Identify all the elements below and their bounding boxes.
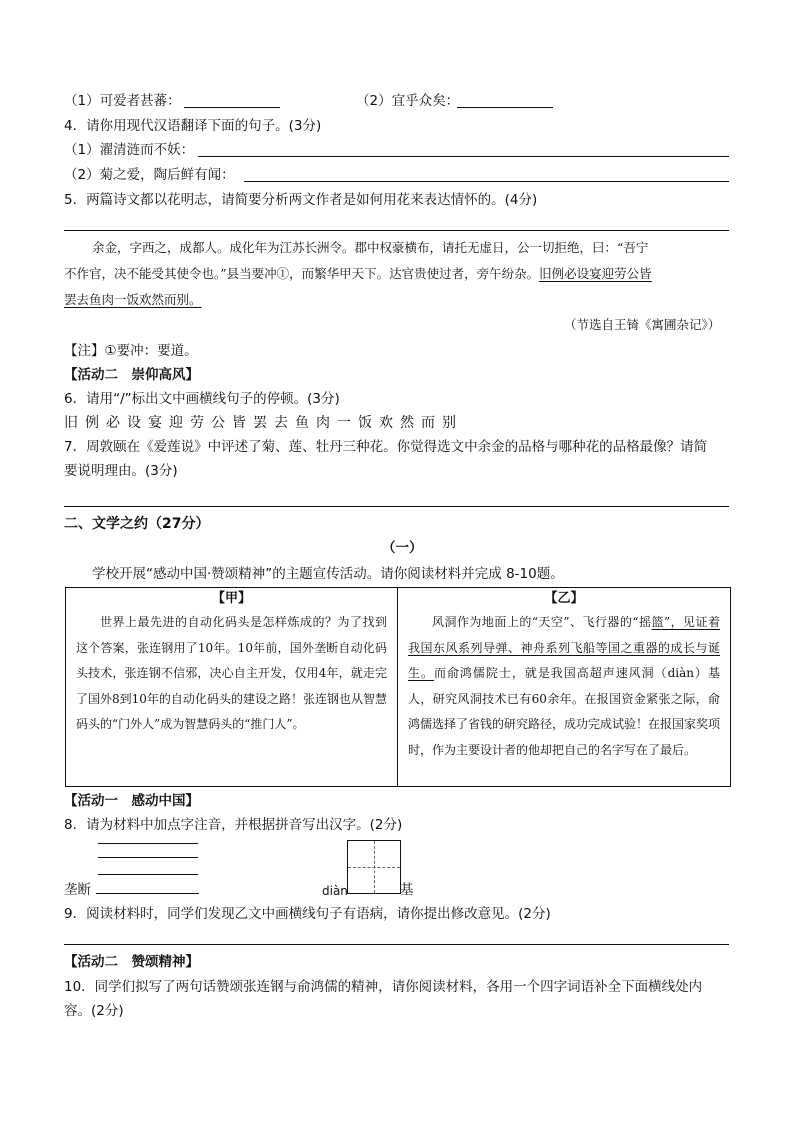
q8-pinyin-line-2[interactable] [98, 857, 198, 858]
q4-item2-label: （2）菊之爱，陶后鲜有闻： [64, 167, 235, 183]
q8-pinyin-answer-line[interactable] [96, 893, 199, 894]
q8-pinyin: diàn [322, 884, 348, 898]
q3-item2-label: （2）宜乎众矣： [356, 93, 460, 109]
q3-item1-blank[interactable] [184, 107, 280, 108]
q6-sentence: 旧例必设宴迎劳公皆罢去鱼肉一饭欢然而别 [64, 415, 463, 431]
q10-stem-line-2: 容。(2分) [64, 1003, 124, 1019]
section-2-subheading: （一） [382, 540, 423, 556]
q5-answer-line[interactable] [64, 230, 729, 231]
material-jia-cell [66, 588, 398, 787]
material-jia-text: 世界上最先进的自动化码头是怎样炼成的？为了找到这个答案，张连钢用了10年。10年前，国外垄断自动化码头技术，张连钢不信邪，决心自主开发，仅用4年，就走完了国外8到10年的自动化码头的建设之路！张连钢也从智慧码头的“门外人”成为智慧码头的“推门人”。 [76, 615, 387, 731]
q8-tianzi-grid[interactable] [347, 840, 401, 894]
q8-pinyin-line-3[interactable] [98, 874, 198, 875]
q4-item2-blank[interactable] [244, 181, 729, 182]
q7-stem-line-2: 要说明理由。(3分) [64, 463, 178, 479]
activity-2b-heading: 【活动二 赞颂精神】 [64, 954, 199, 970]
note: 【注】①要冲：要道。 [64, 343, 198, 359]
q7-stem-line-1: 7．周敦颐在《爱莲说》中评述了菊、莲、牡丹三种花。你觉得选文中余金的品格与哪种花的品格最像？请简 [64, 439, 708, 455]
q8-stem: 8．请为材料中加点字注音，并根据拼音写出汉字。(2分) [64, 817, 403, 833]
material-yi-text-3: 而俞鸿儒院士，就是我国高超声速风洞（diàn）基人，研究风洞技术已有60余年。在报国资金紧张之际，俞鸿儒选择了省钱的研究路径，成功完成试验！在报国家奖项时，作为主要设计者的他却把自己的名字写在了最后。 [408, 666, 721, 757]
q8-word-1: 垄断 [64, 882, 91, 898]
q4-item1-blank[interactable] [198, 156, 729, 157]
material-yi-text-1: 风洞作为地面上的“天空”、飞行器的“摇 [432, 615, 652, 629]
q8-char-after: 基 [400, 882, 414, 898]
activity-1-heading: 【活动一 感动中国】 [64, 793, 199, 809]
q10-stem-line-1: 10．同学们拟写了两句话赞颂张连钢与俞鸿儒的精神，请你阅读材料，各用一个四字词语补全下面横线处内 [64, 979, 703, 995]
q7-answer-line[interactable] [64, 506, 729, 507]
passage-line-2-text: 不作官，决不能受其使令也。”县当要冲①，而繁华甲天下。达官贵使过者，旁午纷杂。 [64, 266, 540, 281]
activity-2-heading: 【活动二 崇仰高风】 [64, 367, 199, 383]
material-yi-heading: 【乙】 [544, 591, 584, 606]
q5-stem: 5．两篇诗文都以花明志，请简要分析两文作者是如何用花来表达情怀的。(4分) [64, 192, 538, 208]
material-yi-cell [398, 588, 731, 787]
material-yi-text [408, 610, 720, 763]
material-jia-heading: 【甲】 [211, 591, 251, 606]
q9-stem: 9．阅读材料时，同学们发现乙文中画横线句子有语病，请你提出修改意见。(2分) [64, 906, 551, 922]
q4-item1-label: （1）濯清涟而不妖： [64, 142, 195, 158]
q3-item2-blank[interactable] [457, 107, 553, 108]
q6-stem: 6．请用“/”标出文中画横线句子的停顿。(3分) [64, 391, 340, 407]
material-yi-underlined-sentence: 篮”，见证着我国东风系列导弹、神舟系列飞船等国之重器的成长与诞生。 [408, 615, 721, 680]
section-2-intro: 学校开展“感动中国·赞颂精神”的主题宣传活动。请你阅读材料并完成 8-10题。 [92, 566, 564, 582]
passage-underlined-sentence-a: 旧例必设宴迎劳公皆 [539, 266, 652, 281]
tianzi-vertical-guide [374, 841, 375, 893]
material-table [65, 587, 731, 787]
passage-underlined-sentence-b: 罢去鱼肉一饭欢然而别。 [64, 292, 202, 307]
passage-line-1: 余金，字西之，成都人。成化年为江苏长洲令。郡中权豪横布，请托无虚日，公一切拒绝，曰：“吾宁 [92, 240, 649, 255]
q9-answer-line[interactable] [64, 944, 729, 945]
q8-pinyin-line-1[interactable] [98, 843, 198, 844]
q4-stem: 4．请你用现代汉语翻译下面的句子。(3分) [64, 118, 322, 134]
q3-item1-label: （1）可爱者甚蕃： [64, 93, 181, 109]
section-2-heading: 二、文学之约（27分） [64, 516, 210, 532]
passage-source: （节选自王锜《寓圃杂记》） [564, 317, 721, 332]
passage-line-2 [64, 265, 652, 283]
